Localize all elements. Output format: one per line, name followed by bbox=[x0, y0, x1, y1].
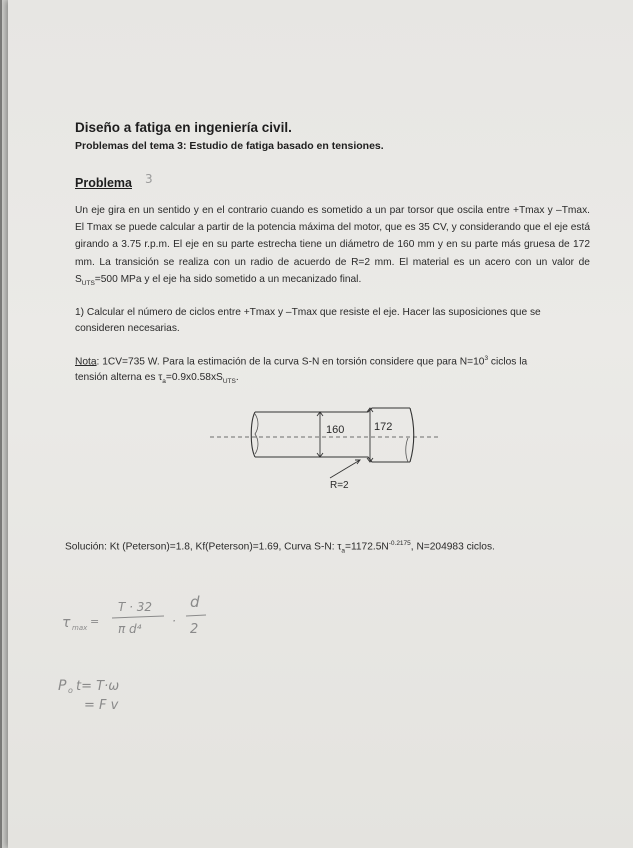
hw-dot: · bbox=[172, 614, 176, 628]
break-hatch-left bbox=[255, 414, 258, 454]
hw-p-sub: o bbox=[68, 686, 73, 695]
note-text-c: tensión alterna es τ bbox=[75, 372, 163, 384]
document-title: Diseño a fatiga en ingeniería civil. bbox=[75, 120, 292, 135]
problem-statement bbox=[75, 202, 590, 292]
hw-numerator: T · 32 bbox=[118, 600, 153, 614]
hw-p: P bbox=[58, 678, 67, 694]
hw-equals: = bbox=[90, 615, 100, 628]
solution-text-b: =1172.5N bbox=[345, 541, 389, 553]
hw-d: d bbox=[190, 593, 200, 611]
statement-line-4: 160 mm y en su parte más gruesa de 172 mm. La transición se realiza con un radio de acuerdo de R=2 bbox=[75, 239, 590, 268]
question-1 bbox=[75, 305, 590, 337]
note-text-e: . bbox=[235, 372, 239, 384]
note-text-a: : 1CV=735 W. Para la estimación de la curva S-N en torsión considere que para N=10 bbox=[96, 356, 485, 368]
solution-text-c: , N=204983 ciclos. bbox=[410, 541, 495, 553]
shaft-left-break bbox=[251, 412, 255, 457]
hw-fraction-bar-2 bbox=[186, 615, 206, 616]
solution-exponent: -0.2175 bbox=[388, 540, 411, 547]
shaft-diagram bbox=[210, 400, 445, 490]
note-text-b: ciclos la bbox=[488, 356, 528, 368]
hw-line3: = F v bbox=[84, 698, 119, 713]
statement-line-6: final. bbox=[339, 273, 362, 285]
solution-sub-a: a bbox=[341, 547, 346, 555]
radius-leader bbox=[330, 460, 360, 478]
note bbox=[75, 351, 590, 390]
solution-text-a: Solución: Kt (Peterson)=1.8, Kf(Peterson)=1.69, Curva S-N: τ bbox=[65, 541, 342, 553]
handwritten-notes bbox=[50, 585, 250, 715]
break-hatch-right bbox=[406, 438, 408, 462]
hw-line2: t= T·ω bbox=[76, 679, 120, 694]
statement-line-5b: =500 MPa y el eje ha sido sometido a un mecanizado bbox=[94, 273, 337, 285]
radius-label: R=2 bbox=[330, 480, 349, 490]
handwritten-problem-number: 3 bbox=[145, 172, 153, 186]
note-label: Nota bbox=[75, 356, 97, 368]
solution-line bbox=[65, 540, 495, 554]
statement-line-5a: mm. El material es un acero con un valor de S bbox=[75, 256, 590, 285]
hw-tau-sub: max bbox=[72, 624, 88, 632]
problem-heading: Problema bbox=[75, 176, 132, 190]
question-line-2: consideren necesarias. bbox=[75, 323, 180, 335]
note-text-d: =0.9x0.58xS bbox=[165, 372, 223, 384]
dim-label-172: 172 bbox=[374, 421, 393, 433]
dim-label-160: 160 bbox=[326, 424, 345, 436]
hw-denominator: π d⁴ bbox=[118, 622, 142, 636]
shaft-right-break bbox=[410, 408, 414, 462]
uts-subscript: UTS bbox=[81, 279, 95, 287]
note-exponent: 3 bbox=[484, 355, 489, 363]
hw-two: 2 bbox=[190, 622, 199, 637]
question-line-1: 1) Calcular el número de ciclos entre +Tmax y –Tmax que resiste el eje. Hacer las suposiciones que se bbox=[75, 307, 541, 319]
statement-line-2: +Tmax y –Tmax. El Tmax se puede calcular a partir de la potencia máxima del motor, que es 35 CV, y bbox=[75, 205, 591, 234]
hw-tau: τ bbox=[62, 615, 71, 631]
hw-fraction-bar bbox=[112, 616, 164, 618]
document-subtitle: Problemas del tema 3: Estudio de fatiga basado en tensiones. bbox=[75, 140, 384, 152]
note-sub-a: a bbox=[162, 378, 166, 386]
statement-line-1: Un eje gira en un sentido y en el contrario cuando es sometido a un par torsor que oscila entre bbox=[75, 205, 510, 216]
document-content bbox=[75, 120, 590, 390]
shaft-bottom-outline bbox=[255, 457, 410, 462]
note-sub-uts: UTS bbox=[222, 378, 236, 386]
shaft-top-outline bbox=[255, 408, 410, 412]
statement-line-3: considerando que el eje está girando a 3.75 r.p.m. El eje en su parte estrecha tiene un diámetro de bbox=[75, 222, 590, 251]
problem-heading-row bbox=[75, 174, 590, 194]
